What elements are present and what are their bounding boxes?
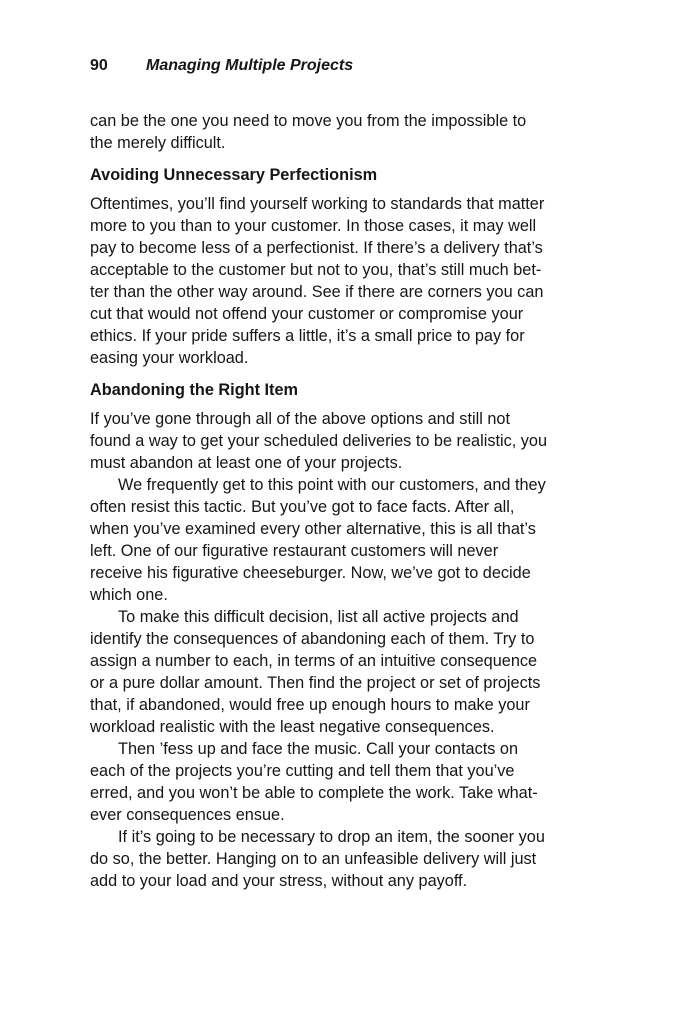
book-page (90, 52, 596, 892)
text-line: identify the consequences of abandoning each of them. Try to (90, 630, 535, 648)
text-line: when you’ve examined every other alternative, this is all that’s (90, 520, 536, 538)
text-line: acceptable to the customer but not to you, that’s still much bet- (90, 261, 542, 279)
text-line: To make this difficult decision, list all active projects and (118, 608, 519, 626)
text-line: workload realistic with the least negative consequences. (90, 718, 495, 736)
text-line: or a pure dollar amount. Then find the project or set of projects (90, 674, 541, 692)
text-line: which one. (90, 586, 168, 604)
text-line: add to your load and your stress, without any payoff. (90, 872, 468, 890)
text-line: Oftentimes, you’ll find yourself working to standards that matter (90, 195, 545, 213)
text-line: often resist this tactic. But you’ve got to face facts. After all, (90, 498, 515, 516)
text-line: assign a number to each, in terms of an intuitive consequence (90, 652, 538, 670)
text-line: easing your workload. (90, 349, 249, 367)
text-line: We frequently get to this point with our customers, and they (118, 476, 546, 494)
paragraph (90, 408, 596, 892)
section-heading: Avoiding Unnecessary Perfectionism (90, 166, 378, 184)
text-line: ever consequences ensue. (90, 806, 285, 824)
text-line: If you’ve gone through all of the above options and still not (90, 410, 510, 428)
text-line: ethics. If your pride suffers a little, it’s a small price to pay for (90, 327, 525, 345)
running-title: Managing Multiple Projects (146, 57, 354, 74)
text-line: each of the projects you’re cutting and tell them that you’ve (90, 762, 515, 780)
text-line: that, if abandoned, would free up enough hours to make your (90, 696, 530, 714)
text-line: can be the one you need to move you from the impossible to (90, 112, 527, 130)
text-line: pay to become less of a perfectionist. If there’s a delivery that’s (90, 239, 543, 257)
paragraph (90, 110, 596, 154)
text-line: must abandon at least one of your projects. (90, 454, 403, 472)
text-line: erred, and you won’t be able to complete the work. Take what- (90, 784, 538, 802)
text-line: If it’s going to be necessary to drop an item, the sooner you (118, 828, 545, 846)
page-number: 90 (90, 57, 108, 74)
text-line: Then ’fess up and face the music. Call your contacts on (118, 740, 519, 758)
text-line: receive his figurative cheeseburger. Now, we’ve got to decide (90, 564, 531, 582)
paragraph (90, 193, 596, 369)
body-text (90, 110, 596, 892)
section-heading: Abandoning the Right Item (90, 381, 299, 399)
text-line: left. One of our figurative restaurant customers will never (90, 542, 499, 560)
text-line: more to you than to your customer. In those cases, it may well (90, 217, 537, 235)
text-line: ter than the other way around. See if there are corners you can (90, 283, 544, 301)
text-line: the merely difficult. (90, 134, 226, 152)
text-line: do so, the better. Hanging on to an unfeasible delivery will just (90, 850, 537, 868)
text-line: found a way to get your scheduled deliveries to be realistic, you (90, 432, 548, 450)
text-line: cut that would not offend your customer or compromise your (90, 305, 524, 323)
running-head (90, 52, 596, 80)
